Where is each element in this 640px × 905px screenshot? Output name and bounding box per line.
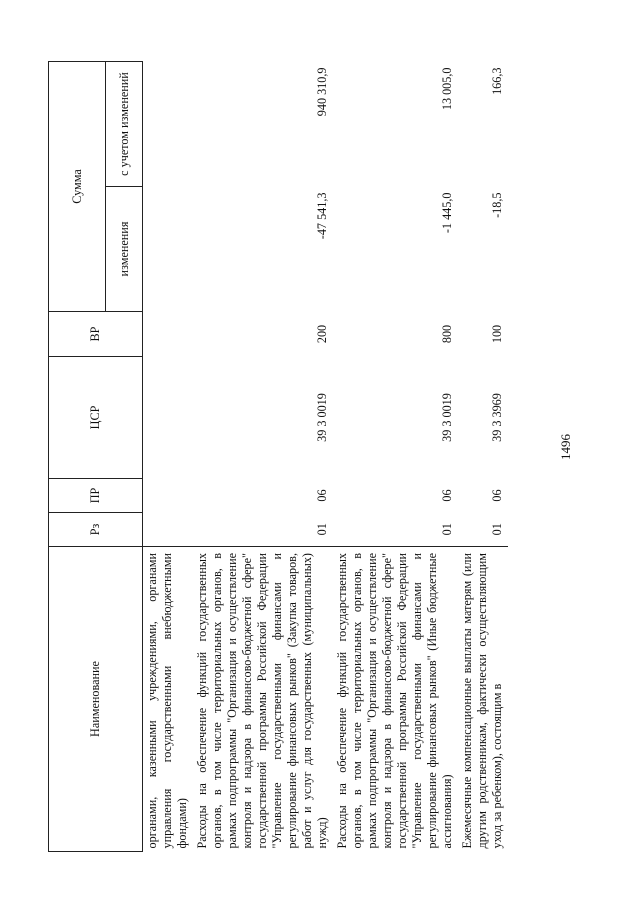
table-row (143, 61, 194, 851)
row-name: Ежемесячные компенсационные выплаты матерям (или другим родственникам, фактически осуществляющим уход за ребенком), состоящим в (458, 547, 508, 852)
row-changes (143, 187, 194, 312)
row-name: Расходы на обеспечение функций государственных органов, в том числе территориальных органов, в рамках подпрограммы "Организация и осуществление контроля и надзора в финансово-бюджетной сфере" государственной программы Российской Федерации "Управление государственными финансами и регулирование финансовых рынков" (Закупка товаров, работ и услуг для государственных (муниципальных) нужд) (193, 547, 333, 852)
row-changes: -18,5 (490, 192, 504, 218)
header-pr: ПР (49, 479, 143, 513)
row-vr: 800 (440, 324, 454, 344)
row-name: Расходы на обеспечение функций государственных органов, в том числе территориальных органов, в рамках подпрограммы "Организация и осуществление контроля и надзора в финансово-бюджетной сфере" государственной программы Российской Федерации "Управление государственными финансами и регулирование финансовых рынков" (Иные бюджетные ассигнования) (333, 547, 458, 852)
row-name: органами, казенными учреждениями, органами управления государственными внебюджетными фондами) (143, 547, 194, 852)
header-name: Наименование (49, 547, 143, 852)
row-total: 940 310,9 (315, 67, 329, 117)
row-csr (143, 357, 194, 479)
header-sum: Сумма (49, 61, 106, 311)
row-csr: 39 3 3969 (490, 393, 504, 442)
table-row (333, 61, 458, 851)
row-total: 13 005,0 (440, 67, 454, 111)
rotated-document-page (40, 42, 590, 852)
row-total: 166,3 (490, 67, 504, 95)
row-pr: 06 (440, 489, 454, 502)
row-csr: 39 3 0019 (440, 393, 454, 442)
row-pr: 06 (315, 489, 329, 502)
row-vr: 100 (490, 324, 504, 344)
header-vr: ВР (49, 312, 143, 357)
row-rz: 01 (315, 523, 329, 536)
table-row (193, 61, 333, 851)
header-rz: Рз (49, 513, 143, 547)
row-changes: -1 445,0 (440, 192, 454, 234)
row-changes: -47 541,3 (315, 192, 329, 240)
table-row (458, 61, 508, 851)
row-rz: 01 (440, 523, 454, 536)
row-vr (143, 312, 194, 357)
row-rz: 01 (490, 523, 504, 536)
row-pr (143, 479, 194, 513)
row-pr: 06 (490, 489, 504, 502)
row-csr: 39 3 0019 (315, 393, 329, 442)
header-changes: изменения (106, 187, 143, 312)
page-number: 1496 (558, 434, 573, 460)
header-with-changes: с учетом изменений (106, 61, 143, 186)
header-csr: ЦСР (49, 357, 143, 479)
row-rz (143, 513, 194, 547)
row-vr: 200 (315, 324, 329, 344)
budget-table (48, 61, 508, 852)
row-total (143, 61, 194, 186)
